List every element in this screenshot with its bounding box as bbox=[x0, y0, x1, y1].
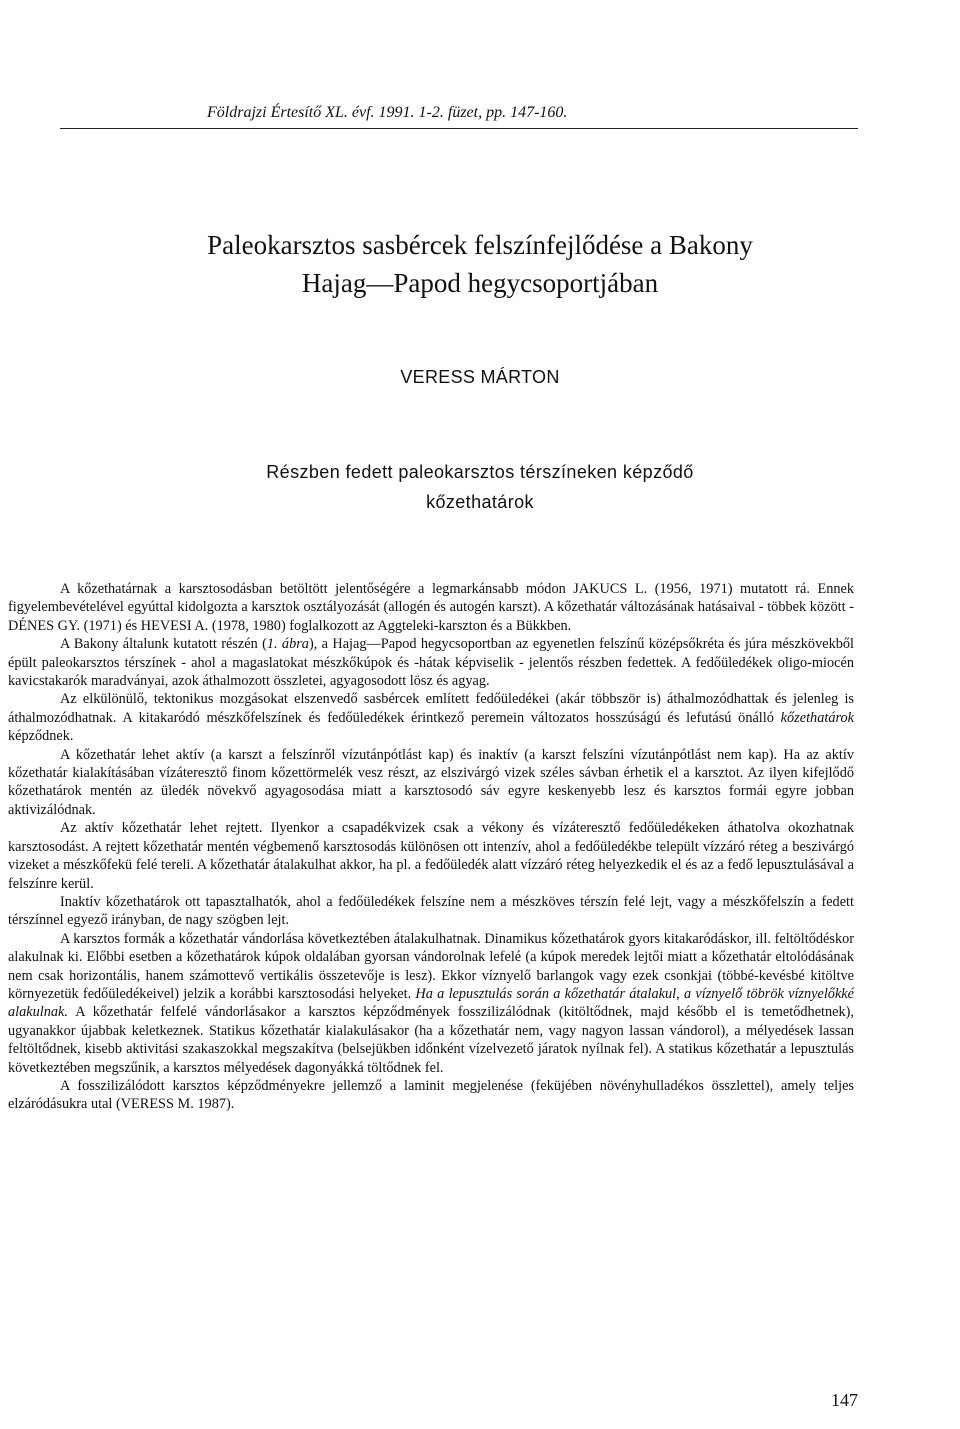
author-name: VERESS MÁRTON bbox=[400, 367, 560, 387]
paragraph-2-start: A Bakony általunk kutatott részén ( bbox=[60, 636, 267, 653]
section-title-line-2: kőzethatárok bbox=[426, 492, 534, 512]
header-rule bbox=[60, 128, 858, 129]
paragraph-2-end: ), a Hajag—Papod hegycsoportban az egyenetlen felszínű középsőkréta és júra mészkövekből épült paleokarsztos térszínek - ahol a magaslatokat mészkőkúpok és -hátak képviselik - jelentős részben fedettek. A fedőüledékek oligo-miocén kavicstakarók maradványai, azok áthalmozott összletei, agyagosodott lösz és agyag. bbox=[8, 636, 854, 690]
paragraph-7-italic: Ha a lepusztulás során a kőzethatár átalakul, a víznyelő töbrök víznyelőkké alakulnak. bbox=[8, 985, 854, 1021]
paragraph-5: Az aktív kőzethatár lehet rejtett. Ilyenkor a csapadékvizek csak a vékony és vízáteresztő fedőüledékeken áthatolva okozhatnak karsztosodást. A rejtett kőzethatár mentén végbemenő karsztosodás különösen ott intenzív, ahol a fedőüledékbe települt vízzáró réteg a beszivárgó vizeket a mészkőfekü felé tereli. A kőzethatár átalakulhat akkor, ha pl. a fedőüledék alatt vízzáró réteg helyezkedik el és az a fedő lepusztulásával a felszínre kerül. bbox=[8, 820, 854, 892]
paragraph-3-end: képződnek. bbox=[8, 728, 74, 745]
article-title bbox=[60, 226, 900, 302]
body-text bbox=[8, 580, 854, 1114]
key-term: kőzethatárok bbox=[780, 709, 854, 726]
figure-reference: 1. ábra bbox=[266, 636, 309, 653]
paragraph-7-start: A karsztos formák a kőzethatár vándorlása következtében átalakulhatnak. Dinamikus kőzethatárok gyors kitakaródáskor, ill. feltöltődéskor alakulnak ki. Előbbi esetben a kőzethatárok kúpok oldalában gyorsan vándorolnak lefelé (a kúpok meredek lejtői miatt a kőzethatár eltolódásának nem csak horizontális, hanem számottevő vertikális összetevője is lesz). Ekkor víznyelő barlangok vagy ezek csonkjai (többé-kevésbé kitöltve környezetük fedőüledékeivel) jelzik a korábbi karsztosodási helyeket. bbox=[8, 930, 854, 1002]
page-number: 147 bbox=[831, 1390, 858, 1410]
paragraph-6: Inaktív kőzethatárok ott tapasztalhatók, ahol a fedőüledékek felszíne nem a mészköves térszín felé lejt, vagy a mészkőfelszín a fedett térszínnel egyező irányban, de nagy szögben lejt. bbox=[8, 893, 854, 929]
article-title-line-1: Paleokarsztos sasbércek felszínfejlődése a Bakony bbox=[207, 230, 753, 260]
article-title-line-2: Hajag—Papod hegycsoportjában bbox=[301, 268, 659, 298]
section-title-line-1: Részben fedett paleokarsztos térszíneken képződő bbox=[266, 462, 694, 482]
paragraph-3 bbox=[8, 690, 854, 745]
paragraph-7-end: A kőzethatár felfelé vándorlásakor a karsztos képződmények fosszilizálódnak (kitöltődnek, majd később el is temetődhetnek), ugyanakkor újabbak keletkeznek. Statikus kőzethatár kialakulásakor (ha a kőzethatár nem, vagy nagyon lassan vándorol), a mélyedések lassan feltöltődnek, kisebb aktivitási szakaszokkal megszakítva (belsejükben időnként vízelvezető járatok nyílnak fel). A statikus kőzethatár a lepusztulás következtében megszűnik, a karsztos mélyedések dagonyákká töltődnek fel. bbox=[8, 1004, 854, 1076]
paragraph-8: A fosszilizálódott karsztos képződményekre jellemző a laminit megjelenése (feküjében növényhulladékos összlettel), amely teljes elzáródásukra utal (VERESS M. 1987). bbox=[8, 1077, 854, 1113]
paragraph-3-start: Az elkülönülő, tektonikus mozgásokat elszenvedő sasbércek említett fedőüledékei (akár többször is) áthalmozódhattak és jelenleg is áthalmozódhatnak. A kitakaródó mészkőfelszínek és fedőüledékek érintkező peremein változatos hosszúságú és lefutású önálló bbox=[8, 691, 854, 726]
paragraph-4: A kőzethatár lehet aktív (a karszt a felszínről vízutánpótlást kap) és inaktív (a karszt felszíni vízutánpótlást nem kap). Ha az aktív kőzethatár kialakításában vízáteresztő finom kőzettörmelék vesz részt, az elszivárgó vizek széles sávban érhetik el a karsztot. Az ilyen kifejlődő kőzethatárok mentén az üledék növekvő agyagosodása miatt a karsztosodó sáv egyre keskenyebb lesz és karsztos formái egyre jobban aktivizálódnak. bbox=[8, 746, 854, 818]
section-title bbox=[60, 457, 900, 517]
paragraph-7 bbox=[8, 930, 854, 1077]
paragraph-1: A kőzethatárnak a karsztosodásban betöltött jelentőségére a legmarkánsabb módon JAKUCS L. (1956, 1971) mutatott rá. Ennek figyelembevételével egyúttal kidolgozta a karsztok osztályozását (allogén és autogén karszt). A kőzethatár változásának hatásaival - többek között - DÉNES GY. (1971) és HEVESI A. (1978, 1980) foglalkozott az Aggteleki-karszton és a Bükkben. bbox=[8, 581, 854, 634]
paragraph-2 bbox=[8, 635, 854, 690]
journal-reference: Földrajzi Értesítő XL. évf. 1991. 1-2. füzet, pp. 147-160. bbox=[207, 104, 568, 121]
